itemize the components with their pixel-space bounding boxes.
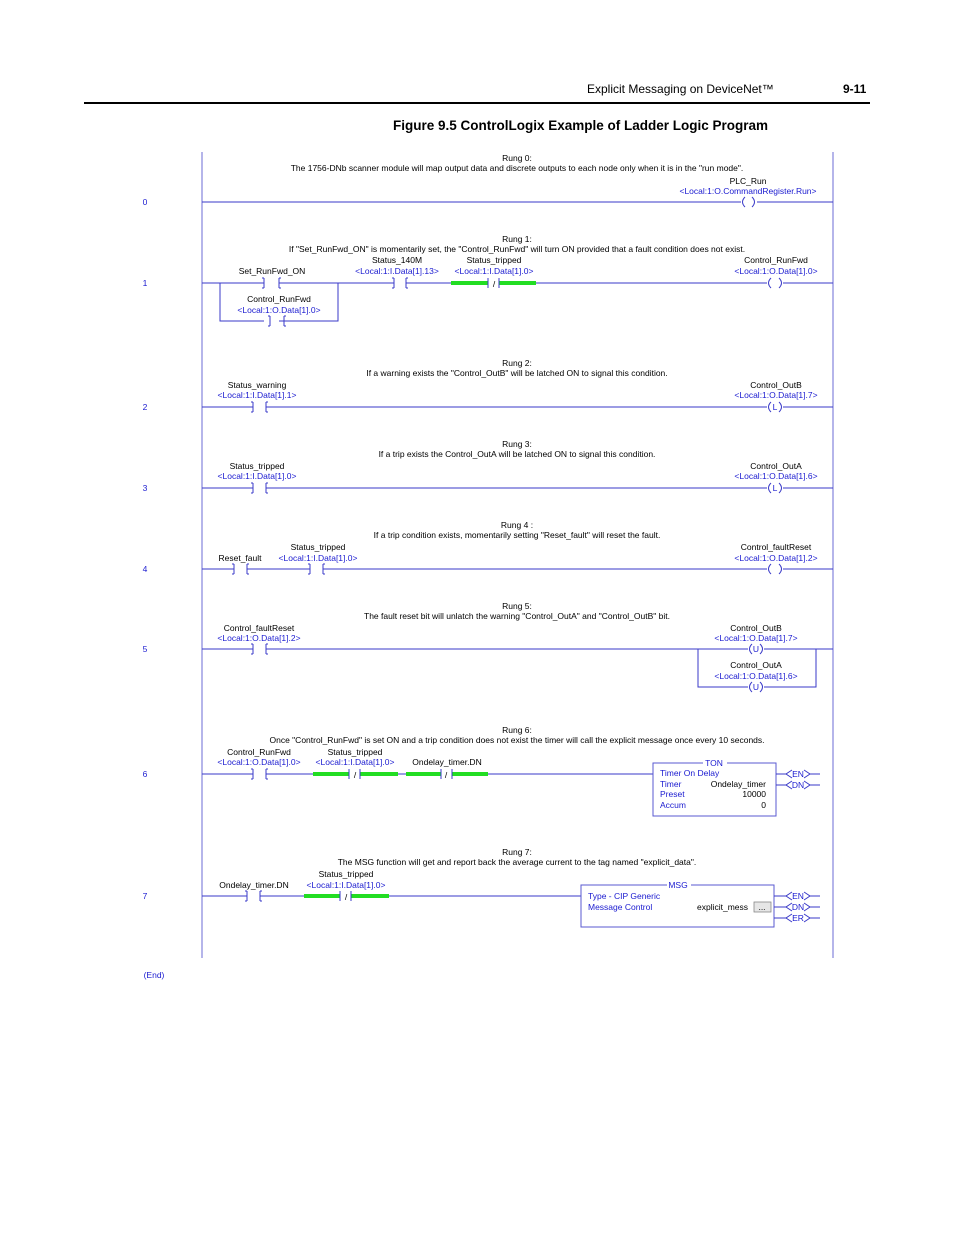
rung-number: 6 (142, 769, 148, 779)
contact-address: <Local:1:I.Data[1].0> (217, 471, 297, 481)
rung-1[interactable] (143, 234, 833, 326)
coil-address: <Local:1:O.Data[1].7> (734, 390, 818, 400)
rung-number: 4 (142, 564, 148, 574)
output-coil[interactable] (769, 278, 782, 288)
coil-tag: Control_RunFwd (744, 255, 808, 265)
coil-tag: Control_OutB (730, 623, 782, 633)
block-subtitle: Timer On Delay (660, 768, 720, 778)
running-header-title: Explicit Messaging on DeviceNet™ (587, 82, 774, 96)
coil-symbol: U (752, 644, 760, 654)
msg-config-button-label: ... (758, 902, 766, 912)
block-title: TON (705, 758, 723, 768)
rung-comment: If "Set_RunFwd_ON" is momentarily set, the "Control_RunFwd" will turn ON provided that a fault condition does not exist. (288, 244, 746, 254)
xio-contact[interactable] (349, 769, 360, 780)
message-control-tag[interactable]: explicit_mess (697, 902, 749, 912)
branch-contact-tag: Control_RunFwd (247, 294, 311, 304)
rung-title: Rung 2: (502, 358, 532, 368)
xic-contact[interactable] (251, 644, 268, 654)
contact-address: <Local:1:I.Data[1].1> (217, 390, 297, 400)
rung-comment: If a warning exists the "Control_OutB" will be latched ON to signal this condition. (366, 368, 668, 378)
rung-comment: If a trip exists the Control_OutA will be latched ON to signal this condition. (378, 449, 656, 459)
coil-address: <Local:1:O.Data[1].6> (734, 471, 818, 481)
rung-0[interactable] (143, 153, 833, 207)
unlatch-coil[interactable] (750, 644, 763, 654)
coil-address: <Local:1:O.Data[1].7> (714, 633, 798, 643)
end-of-program-label: (End) (143, 970, 165, 980)
rung-comment: Once "Control_RunFwd" is set ON and a trip condition does not exist the timer will call the explicit message once every 10 seconds. (269, 735, 765, 745)
ton-timer-block[interactable] (653, 758, 776, 816)
rung-5[interactable] (143, 601, 833, 692)
contact-tag: Status_tripped (318, 869, 374, 879)
rung-7[interactable] (143, 847, 820, 927)
contact-tag: Status_140M (371, 255, 423, 265)
contact-tag: Set_RunFwd_ON (238, 266, 306, 276)
unlatch-coil[interactable] (750, 682, 763, 692)
output-coil[interactable] (769, 564, 782, 574)
contact-address: <Local:1:O.Data[1].0> (217, 757, 301, 767)
block-row-value[interactable]: Ondelay_timer (710, 779, 766, 789)
figure-caption: Figure 9.5 ControlLogix Example of Ladder Logic Program (393, 118, 769, 133)
rung-4[interactable] (143, 520, 833, 574)
contact-address: <Local:1:I.Data[1].0> (278, 553, 358, 563)
output-label: EN (792, 769, 804, 779)
contact-tag: Control_RunFwd (227, 747, 291, 757)
xic-contact[interactable] (251, 402, 268, 412)
xic-contact[interactable] (232, 564, 249, 574)
block-row-label: Accum (660, 800, 686, 810)
xic-contact[interactable] (392, 278, 408, 288)
contact-tag: Status_tripped (229, 461, 285, 471)
rung-number: 5 (142, 644, 148, 654)
latch-coil[interactable] (769, 402, 782, 412)
xic-contact[interactable] (245, 891, 262, 901)
branch-contact-address: <Local:1:O.Data[1].0> (237, 305, 321, 315)
ton-output-en[interactable] (776, 769, 820, 779)
contact-address: <Local:1:I.Data[1].0> (315, 757, 395, 767)
xio-slash: / (344, 892, 348, 902)
rung-comment: If a trip condition exists, momentarily setting "Reset_fault" will reset the fault. (373, 530, 661, 540)
coil-tag: PLC_Run (729, 176, 767, 186)
ton-output-dn[interactable] (776, 780, 820, 790)
output-label: EN (792, 891, 804, 901)
rung-comment: The MSG function will get and report back the average current to the tag named "explicit_data". (337, 857, 697, 867)
xio-contact[interactable] (488, 278, 499, 289)
coil-tag: Control_OutA (750, 461, 802, 471)
contact-tag: Ondelay_timer.DN (219, 880, 289, 890)
block-type-label: Type - CIP Generic (588, 891, 661, 901)
contact-tag: Status_tripped (290, 542, 346, 552)
coil-tag: Control_OutB (750, 380, 802, 390)
rung-number: 2 (142, 402, 148, 412)
coil-symbol: L (772, 483, 778, 493)
coil-address: <Local:1:O.CommandRegister.Run> (679, 186, 817, 196)
block-row-label: Timer (660, 779, 682, 789)
output-label: ER (792, 913, 804, 923)
block-row-value[interactable]: 10000 (742, 789, 766, 799)
coil-tag: Control_faultReset (740, 542, 812, 552)
xic-contact[interactable] (251, 483, 268, 493)
contact-tag: Control_faultReset (223, 623, 295, 633)
xic-contact[interactable] (251, 769, 268, 779)
msg-output-en[interactable] (774, 891, 820, 901)
block-title: MSG (668, 880, 688, 890)
rung-title: Rung 6: (502, 725, 532, 735)
output-label: DN (791, 780, 805, 790)
rung-6[interactable] (143, 725, 820, 816)
rung-number: 0 (142, 197, 148, 207)
block-control-label: Message Control (588, 902, 653, 912)
coil-address: <Local:1:O.Data[1].0> (734, 266, 818, 276)
rung-title: Rung 4 : (500, 520, 534, 530)
contact-address: <Local:1:I.Data[1].0> (454, 266, 534, 276)
contact-address: <Local:1:O.Data[1].2> (217, 633, 301, 643)
latch-coil[interactable] (769, 483, 782, 493)
msg-block[interactable] (581, 880, 774, 927)
rung-title: Rung 1: (502, 234, 532, 244)
rung-title: Rung 0: (502, 153, 532, 163)
contact-tag: Ondelay_timer.DN (412, 757, 482, 767)
coil-tag: Control_OutA (730, 660, 782, 670)
xio-contact[interactable] (441, 769, 452, 780)
xio-contact[interactable] (340, 891, 351, 902)
coil-address: <Local:1:O.Data[1].2> (734, 553, 818, 563)
contact-address: <Local:1:I.Data[1].13> (355, 266, 439, 276)
output-coil[interactable] (743, 197, 755, 207)
coil-symbol: U (752, 682, 760, 692)
rung-title: Rung 5: (502, 601, 532, 611)
rung-number: 3 (142, 483, 148, 493)
contact-tag: Reset_fault (218, 553, 262, 563)
xio-slash: / (353, 770, 357, 780)
msg-output-er[interactable] (774, 913, 820, 923)
msg-output-dn[interactable] (774, 902, 820, 912)
rung-number: 1 (142, 278, 148, 288)
xic-contact[interactable] (308, 564, 325, 574)
block-row-label: Preset (660, 789, 685, 799)
xic-contact[interactable] (262, 278, 281, 288)
rung-comment: The fault reset bit will unlatch the warning "Control_OutA" and "Control_OutB" bit. (364, 611, 670, 621)
block-row-value[interactable]: 0 (761, 800, 766, 810)
rung-3[interactable] (143, 439, 833, 493)
coil-symbol: L (772, 402, 778, 412)
xio-slash: / (444, 770, 448, 780)
contact-tag: Status_tripped (466, 255, 522, 265)
contact-tag: Status_tripped (327, 747, 383, 757)
rung-title: Rung 7: (502, 847, 532, 857)
output-label: DN (791, 902, 805, 912)
coil-address: <Local:1:O.Data[1].6> (714, 671, 798, 681)
contact-tag: Status_warning (227, 380, 287, 390)
contact-address: <Local:1:I.Data[1].0> (306, 880, 386, 890)
rung-comment: The 1756-DNb scanner module will map output data and discrete outputs to each node only when it is in the "run mode". (290, 163, 744, 173)
xio-slash: / (492, 279, 496, 289)
rung-number: 7 (142, 891, 148, 901)
rung-title: Rung 3: (502, 439, 532, 449)
rung-2[interactable] (143, 358, 833, 412)
page-number: 9-11 (843, 82, 867, 96)
